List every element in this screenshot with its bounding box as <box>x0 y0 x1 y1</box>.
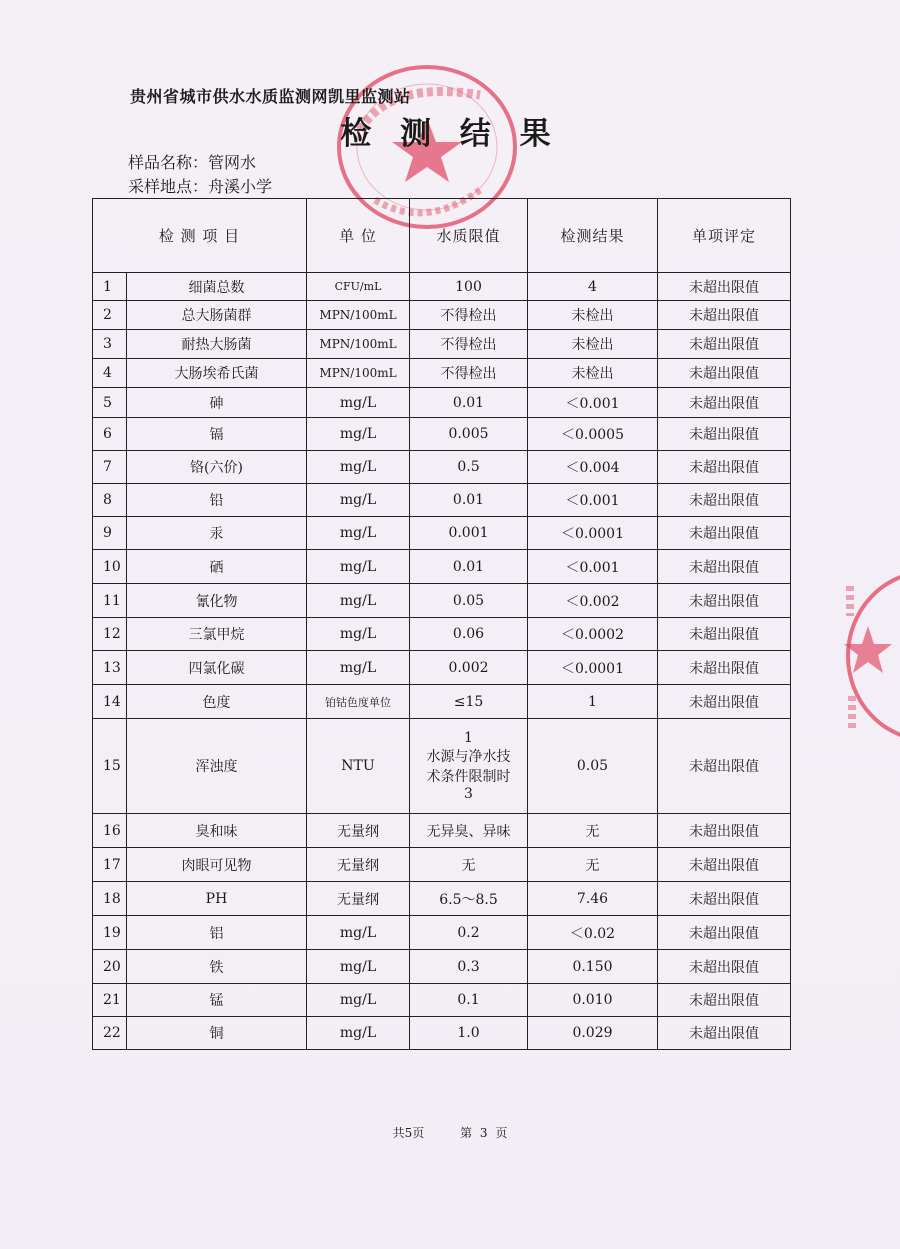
evaluation-cell: 未超出限值 <box>658 814 791 848</box>
evaluation-cell: 未超出限值 <box>658 550 791 584</box>
limit-cell: 0.005 <box>410 418 528 451</box>
item-name: 镉 <box>127 418 307 451</box>
item-name: 细菌总数 <box>127 273 307 301</box>
table-row <box>93 685 791 719</box>
limit-cell: 0.002 <box>410 651 528 685</box>
limit-cell: 0.06 <box>410 618 528 651</box>
item-name: 铝 <box>127 916 307 950</box>
item-name: 汞 <box>127 517 307 550</box>
limit-cell: 0.05 <box>410 584 528 618</box>
item-name: 肉眼可见物 <box>127 848 307 882</box>
table-row <box>93 550 791 584</box>
page-footer <box>0 1124 900 1141</box>
page-title: 检 测 结 果 <box>340 116 560 152</box>
row-number: 4 <box>93 359 127 388</box>
evaluation-cell: 未超出限值 <box>658 618 791 651</box>
table-row <box>93 1017 791 1050</box>
result-cell: 4 <box>528 273 658 301</box>
unit-cell: NTU <box>307 719 410 814</box>
limit-cell: 不得检出 <box>410 359 528 388</box>
result-cell: 未检出 <box>528 359 658 388</box>
limit-cell: 0.1 <box>410 984 528 1017</box>
current-page: 第 3 页 <box>460 1126 508 1140</box>
evaluation-cell: 未超出限值 <box>658 685 791 719</box>
result-cell: 0.05 <box>528 719 658 814</box>
table-row <box>93 719 791 814</box>
limit-cell: 0.01 <box>410 484 528 517</box>
unit-cell: mg/L <box>307 618 410 651</box>
table-row <box>93 882 791 916</box>
result-cell: 未检出 <box>528 301 658 330</box>
table-row <box>93 388 791 418</box>
row-number: 5 <box>93 388 127 418</box>
evaluation-cell: 未超出限值 <box>658 388 791 418</box>
limit-cell: 不得检出 <box>410 330 528 359</box>
item-name: 臭和味 <box>127 814 307 848</box>
evaluation-cell: 未超出限值 <box>658 359 791 388</box>
evaluation-cell: 未超出限值 <box>658 651 791 685</box>
table-row <box>93 950 791 984</box>
limit-cell: 6.5～8.5 <box>410 882 528 916</box>
result-cell: 无 <box>528 814 658 848</box>
item-name: 总大肠菌群 <box>127 301 307 330</box>
table-row <box>93 330 791 359</box>
item-name: 色度 <box>127 685 307 719</box>
limit-cell: 无 <box>410 848 528 882</box>
unit-cell: mg/L <box>307 388 410 418</box>
row-number: 17 <box>93 848 127 882</box>
evaluation-cell: 未超出限值 <box>658 984 791 1017</box>
row-number: 15 <box>93 719 127 814</box>
limit-cell: 不得检出 <box>410 301 528 330</box>
result-cell: ＜0.0001 <box>528 651 658 685</box>
item-name: 三氯甲烷 <box>127 618 307 651</box>
evaluation-cell: 未超出限值 <box>658 484 791 517</box>
evaluation-cell: 未超出限值 <box>658 882 791 916</box>
evaluation-cell: 未超出限值 <box>658 418 791 451</box>
evaluation-cell: 未超出限值 <box>658 1017 791 1050</box>
unit-cell: 无量纲 <box>307 882 410 916</box>
sampling-location-line <box>128 174 272 197</box>
evaluation-cell: 未超出限值 <box>658 273 791 301</box>
header-result: 检测结果 <box>528 199 658 273</box>
result-cell: ＜0.001 <box>528 550 658 584</box>
location-value: 舟溪小学 <box>208 177 273 196</box>
limit-cell: 0.001 <box>410 517 528 550</box>
result-cell: 0.029 <box>528 1017 658 1050</box>
item-name: 铬(六价) <box>127 451 307 484</box>
header-evaluation: 单项评定 <box>658 199 791 273</box>
unit-cell: mg/L <box>307 916 410 950</box>
results-table <box>92 198 791 1050</box>
evaluation-cell: 未超出限值 <box>658 301 791 330</box>
unit-cell: mg/L <box>307 484 410 517</box>
result-cell: ＜0.02 <box>528 916 658 950</box>
unit-cell: MPN/100mL <box>307 359 410 388</box>
header-unit: 单 位 <box>307 199 410 273</box>
edge-seal-stamp-icon <box>838 566 900 746</box>
evaluation-cell: 未超出限值 <box>658 916 791 950</box>
evaluation-cell: 未超出限值 <box>658 584 791 618</box>
evaluation-cell: 未超出限值 <box>658 451 791 484</box>
row-number: 22 <box>93 1017 127 1050</box>
organization-name: 贵州省城市供水水质监测网凯里监测站 <box>130 87 411 106</box>
result-cell: ＜0.0005 <box>528 418 658 451</box>
unit-cell: mg/L <box>307 950 410 984</box>
row-number: 1 <box>93 273 127 301</box>
item-name: 铜 <box>127 1017 307 1050</box>
evaluation-cell: 未超出限值 <box>658 950 791 984</box>
unit-cell: mg/L <box>307 651 410 685</box>
limit-cell: 0.2 <box>410 916 528 950</box>
location-label: 采样地点： <box>128 177 209 196</box>
limit-cell: 无异臭、异味 <box>410 814 528 848</box>
unit-cell: MPN/100mL <box>307 330 410 359</box>
evaluation-cell: 未超出限值 <box>658 330 791 359</box>
unit-cell: mg/L <box>307 418 410 451</box>
row-number: 9 <box>93 517 127 550</box>
result-cell: 1 <box>528 685 658 719</box>
limit-cell: 1.0 <box>410 1017 528 1050</box>
row-number: 19 <box>93 916 127 950</box>
unit-cell: CFU/mL <box>307 273 410 301</box>
unit-cell: mg/L <box>307 1017 410 1050</box>
item-name: 砷 <box>127 388 307 418</box>
row-number: 14 <box>93 685 127 719</box>
item-name: 四氯化碳 <box>127 651 307 685</box>
unit-cell: mg/L <box>307 584 410 618</box>
table-row <box>93 814 791 848</box>
row-number: 16 <box>93 814 127 848</box>
result-cell: 无 <box>528 848 658 882</box>
table-row <box>93 618 791 651</box>
row-number: 20 <box>93 950 127 984</box>
unit-cell: 无量纲 <box>307 848 410 882</box>
row-number: 7 <box>93 451 127 484</box>
row-number: 11 <box>93 584 127 618</box>
evaluation-cell: 未超出限值 <box>658 848 791 882</box>
evaluation-cell: 未超出限值 <box>658 719 791 814</box>
unit-cell: mg/L <box>307 451 410 484</box>
header-item: 检 测 项 目 <box>93 199 307 273</box>
table-row <box>93 916 791 950</box>
table-row <box>93 301 791 330</box>
table-row <box>93 484 791 517</box>
result-cell: 未检出 <box>528 330 658 359</box>
table-header-row <box>93 199 791 273</box>
item-name: 大肠埃希氏菌 <box>127 359 307 388</box>
item-name: PH <box>127 882 307 916</box>
row-number: 8 <box>93 484 127 517</box>
evaluation-cell: 未超出限值 <box>658 517 791 550</box>
limit-cell: 0.5 <box>410 451 528 484</box>
limit-cell: 0.01 <box>410 388 528 418</box>
row-number: 12 <box>93 618 127 651</box>
row-number: 13 <box>93 651 127 685</box>
table-row <box>93 451 791 484</box>
table-row <box>93 359 791 388</box>
total-pages: 共5页 <box>392 1126 425 1140</box>
table-row <box>93 517 791 550</box>
result-cell: 0.010 <box>528 984 658 1017</box>
row-number: 2 <box>93 301 127 330</box>
unit-cell: 无量纲 <box>307 814 410 848</box>
unit-cell: 铂钴色度单位 <box>307 685 410 719</box>
item-name: 铅 <box>127 484 307 517</box>
limit-cell: 0.01 <box>410 550 528 584</box>
result-cell: ＜0.004 <box>528 451 658 484</box>
row-number: 3 <box>93 330 127 359</box>
unit-cell: mg/L <box>307 517 410 550</box>
item-name: 锰 <box>127 984 307 1017</box>
unit-cell: mg/L <box>307 984 410 1017</box>
sample-name-value: 管网水 <box>208 153 257 172</box>
table-row <box>93 584 791 618</box>
sample-name-label: 样品名称： <box>128 153 209 172</box>
unit-cell: MPN/100mL <box>307 301 410 330</box>
result-cell: ＜0.002 <box>528 584 658 618</box>
unit-cell: mg/L <box>307 550 410 584</box>
result-cell: ＜0.001 <box>528 388 658 418</box>
limit-cell: 100 <box>410 273 528 301</box>
table-row <box>93 273 791 301</box>
limit-cell: 1 水源与净水技 术条件限制时 3 <box>410 719 528 814</box>
row-number: 21 <box>93 984 127 1017</box>
header-limit: 水质限值 <box>410 199 528 273</box>
result-cell: 7.46 <box>528 882 658 916</box>
row-number: 18 <box>93 882 127 916</box>
limit-cell: ≤15 <box>410 685 528 719</box>
item-name: 耐热大肠菌 <box>127 330 307 359</box>
table-row <box>93 651 791 685</box>
result-cell: ＜0.001 <box>528 484 658 517</box>
limit-cell: 0.3 <box>410 950 528 984</box>
item-name: 浑浊度 <box>127 719 307 814</box>
row-number: 6 <box>93 418 127 451</box>
result-cell: ＜0.0002 <box>528 618 658 651</box>
table-row <box>93 984 791 1017</box>
item-name: 氰化物 <box>127 584 307 618</box>
result-cell: 0.150 <box>528 950 658 984</box>
item-name: 铁 <box>127 950 307 984</box>
table-row <box>93 848 791 882</box>
item-name: 硒 <box>127 550 307 584</box>
sample-name-line <box>128 150 256 173</box>
table-row <box>93 418 791 451</box>
row-number: 10 <box>93 550 127 584</box>
result-cell: ＜0.0001 <box>528 517 658 550</box>
